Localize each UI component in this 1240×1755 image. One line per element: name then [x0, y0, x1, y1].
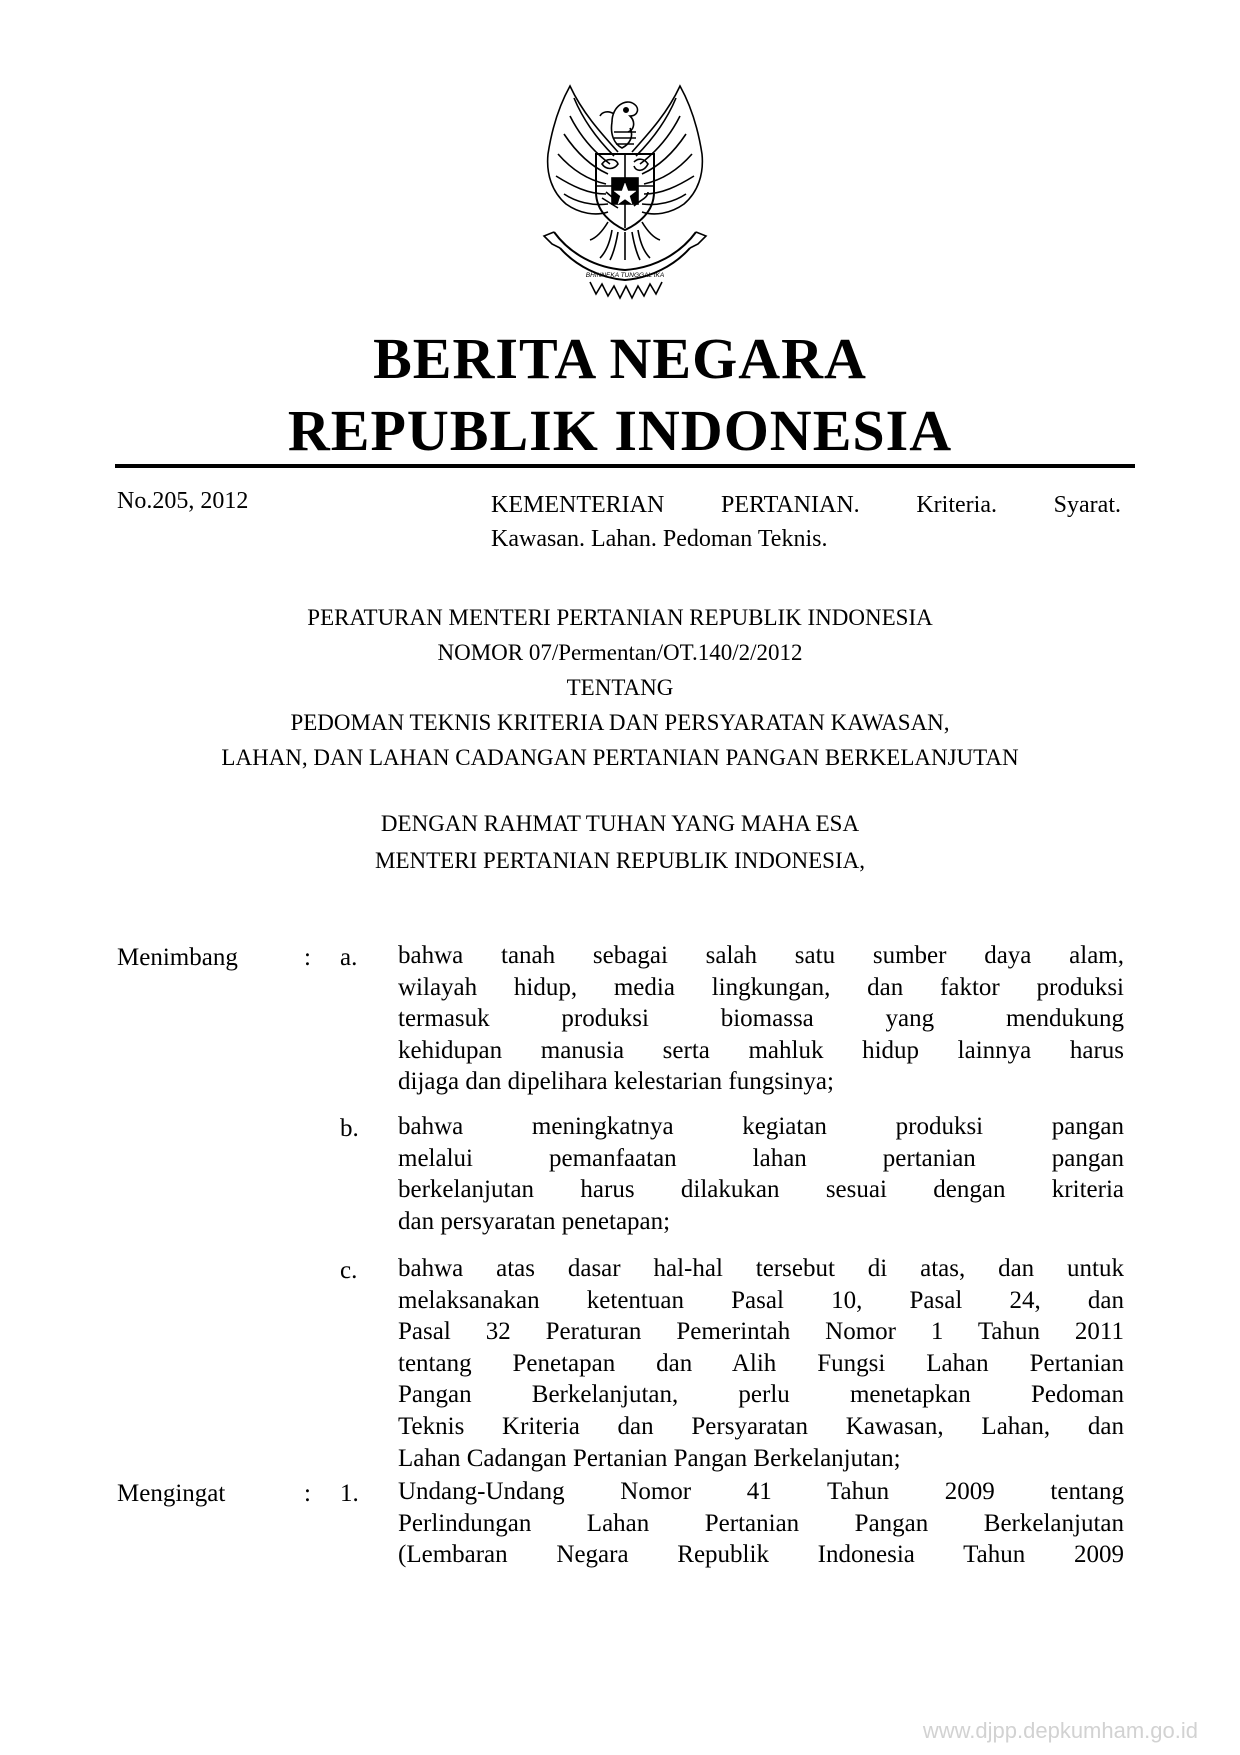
preamble-line: DENGAN RAHMAT TUHAN YANG MAHA ESA [380, 811, 860, 836]
item-line: melalui pemanfaatan lahan pertanian pangan [398, 1144, 1124, 1172]
item-line: Teknis Kriteria dan Persyaratan Kawasan, Lahan, dan [398, 1412, 1124, 1440]
preamble-line: MENTERI PERTANIAN REPUBLIK INDONESIA, [375, 848, 865, 873]
item-marker: a. [340, 944, 358, 971]
item-line: Pasal 32 Peraturan Pemerintah Nomor 1 Tahun 2011 [398, 1318, 1124, 1346]
emblem-motto: BHINNEKA TUNGGAL IKA [585, 272, 665, 279]
regulation-title-line: LAHAN, DAN LAHAN CADANGAN PERTANIAN PANGAN BERKELANJUTAN [221, 745, 1019, 770]
item-line: dan persyaratan penetapan; [398, 1207, 671, 1235]
list-item [398, 940, 1124, 1098]
list-item [398, 1253, 1124, 1474]
item-line: bahwa atas dasar hal-hal tersebut di atas, dan untuk [398, 1255, 1124, 1282]
item-line: wilayah hidup, media lingkungan, dan faktor produksi [398, 973, 1124, 1001]
item-line: berkelanjutan harus dilakukan sesuai dengan kriteria [398, 1176, 1124, 1204]
item-line: bahwa tanah sebagai salah satu sumber daya alam, [398, 942, 1124, 969]
regulation-title [0, 600, 1240, 775]
list-item [398, 1476, 1124, 1571]
item-line: Perlindungan Lahan Pertanian Pangan Berkelanjutan [398, 1509, 1124, 1537]
regulation-title-line: TENTANG [566, 675, 674, 700]
list-item [398, 1111, 1124, 1237]
item-line: termasuk produksi biomassa yang mendukung [398, 1005, 1124, 1033]
garuda-emblem-icon [530, 82, 720, 300]
item-line: melaksanakan ketentuan Pasal 10, Pasal 24, dan [398, 1286, 1124, 1314]
gazette-subject [491, 488, 1121, 556]
regulation-title-line: PERATURAN MENTERI PERTANIAN REPUBLIK INDONESIA [307, 605, 933, 630]
regulation-title-line: NOMOR 07/Permentan/OT.140/2/2012 [437, 640, 803, 665]
preamble-heading [0, 806, 1240, 880]
gazette-subject-line: KEMENTERIAN PERTANIAN. Kriteria. Syarat. [491, 492, 1121, 518]
masthead-divider [115, 464, 1135, 468]
masthead-title-line2: REPUBLIK INDONESIA [287, 398, 953, 463]
section-label-mengingat: Mengingat [117, 1480, 226, 1507]
regulation-title-line: PEDOMAN TEKNIS KRITERIA DAN PERSYARATAN KAWASAN, [290, 710, 950, 735]
item-line: Pangan Berkelanjutan, perlu menetapkan Pedoman [398, 1381, 1124, 1409]
section-colon: : [304, 944, 311, 971]
item-line: (Lembaran Negara Republik Indonesia Tahun 2009 [398, 1541, 1124, 1569]
section-colon: : [304, 1480, 311, 1507]
masthead-title-line1: BERITA NEGARA [373, 326, 867, 391]
item-line: bahwa meningkatnya kegiatan produksi pangan [398, 1113, 1124, 1140]
section-label-menimbang: Menimbang [117, 944, 238, 971]
watermark-url: www.djpp.depkumham.go.id [922, 1718, 1198, 1743]
item-line: dijaga dan dipelihara kelestarian fungsinya; [398, 1068, 834, 1096]
gazette-number: No.205, 2012 [117, 488, 249, 514]
item-marker: 1. [340, 1480, 359, 1507]
item-line: Lahan Cadangan Pertanian Pangan Berkelanjutan; [398, 1444, 901, 1472]
item-line: kehidupan manusia serta mahluk hidup lainnya harus [398, 1036, 1124, 1064]
gazette-subject-line: Kawasan. Lahan. Pedoman Teknis. [491, 526, 828, 552]
item-line: Undang-Undang Nomor 41 Tahun 2009 tentang [398, 1478, 1124, 1505]
item-marker: c. [340, 1257, 358, 1284]
item-marker: b. [340, 1115, 359, 1142]
item-line: tentang Penetapan dan Alih Fungsi Lahan Pertanian [398, 1349, 1124, 1377]
